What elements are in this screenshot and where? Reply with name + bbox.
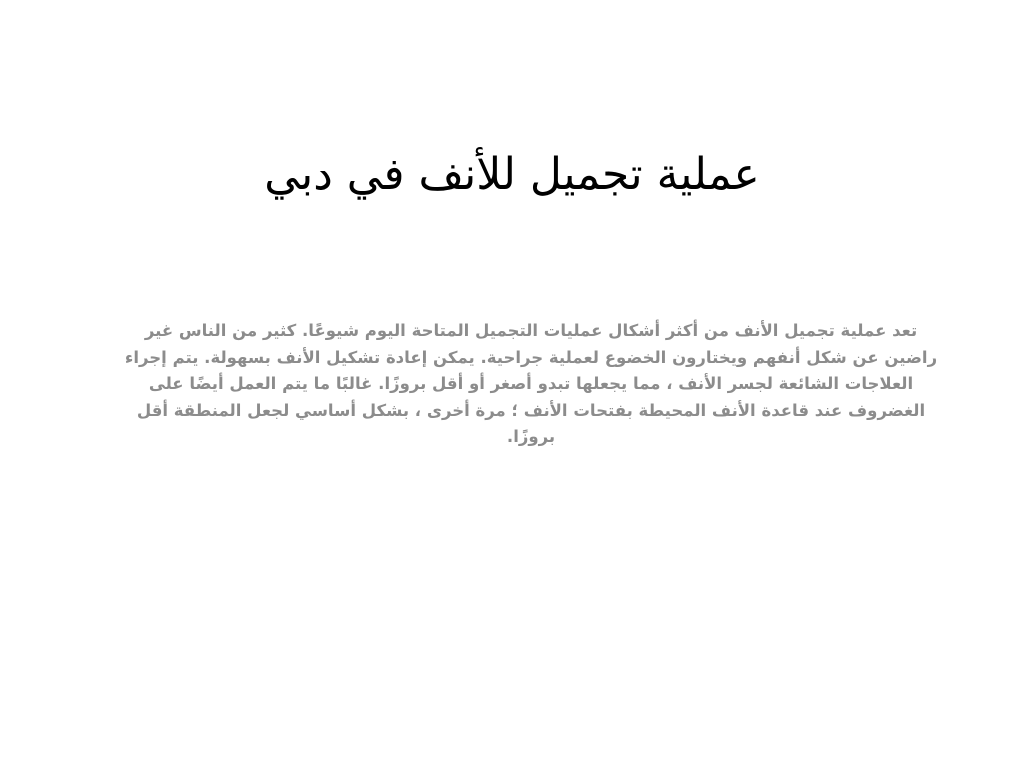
slide-title: عملية تجميل للأنف في دبي [264, 149, 760, 200]
slide-body-text: تعد عملية تجميل الأنف من أكثر أشكال عمليات التجميل المتاحة اليوم شيوعًا. كثير من الناس غير راضين عن شكل أنفهم ويختارون الخضوع لعملية جراحية. يمكن إعادة تشكيل الأنف بسهولة. يتم إجراء العلاجات الشائعة لجسر الأنف ، مما يجعلها تبدو أصغر أو أقل بروزًا. غالبًا ما يتم العمل أيضًا على الغضروف عند قاعدة الأنف المحيطة بفتحات الأنف ؛ مرة أخرى ، بشكل أساسي لجعل المنطقة أقل بروزًا. [124, 321, 938, 446]
